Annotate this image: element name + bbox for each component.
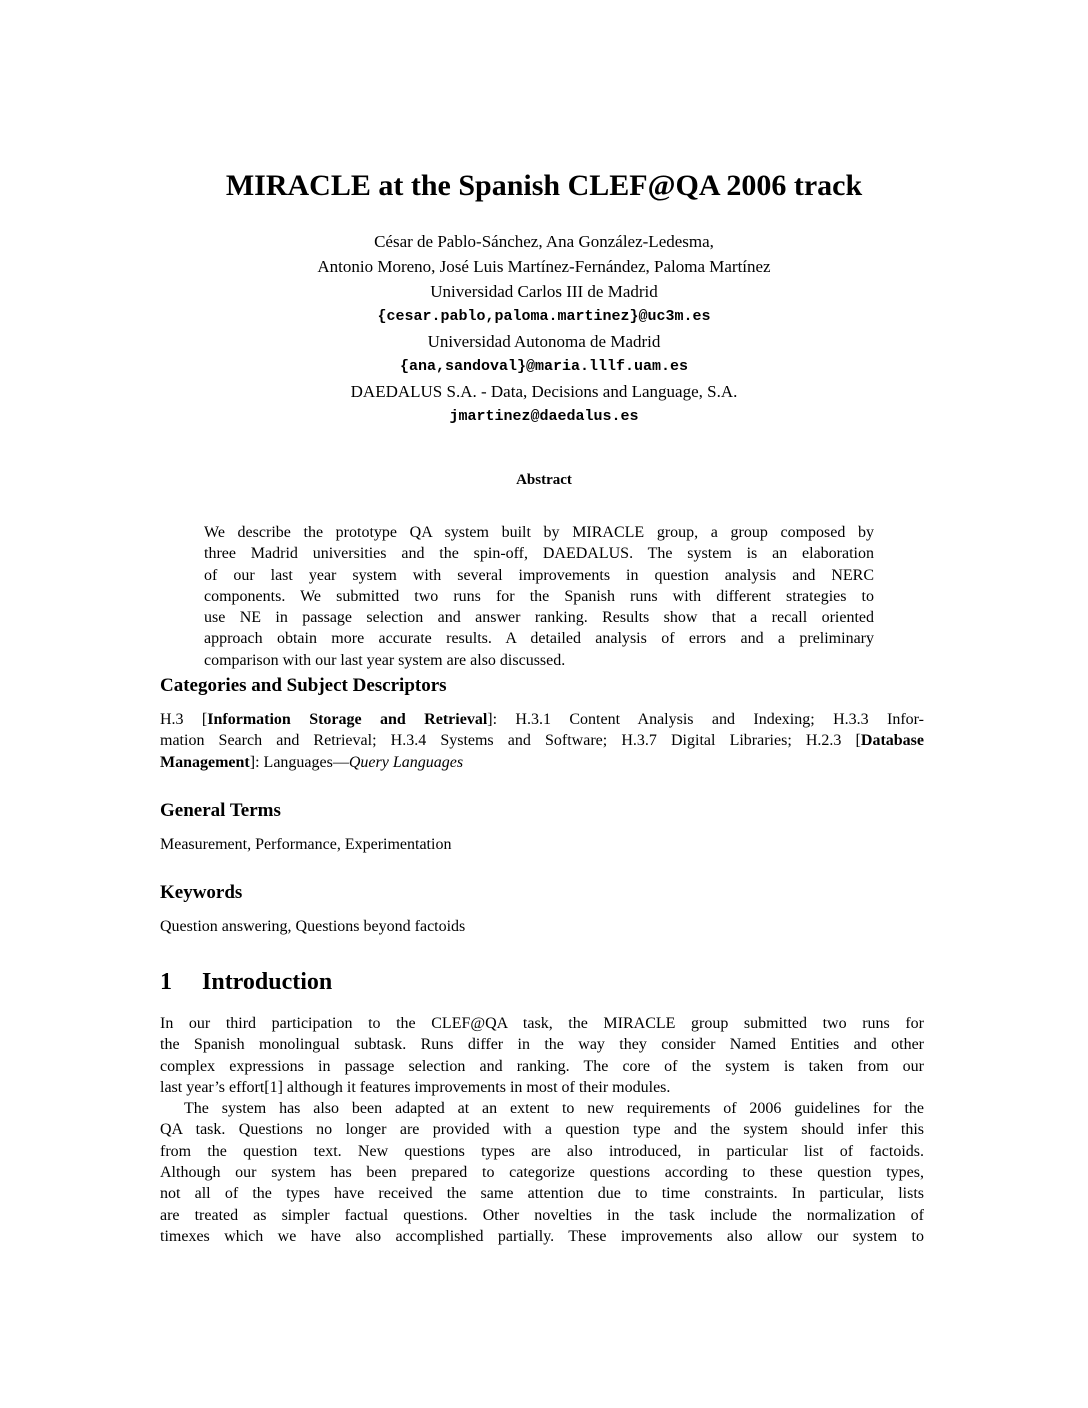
paragraph-line: the Spanish monolingual subtask. Runs differ in the way they consider Named Entities and other bbox=[160, 1036, 924, 1054]
section-heading-introduction bbox=[160, 966, 332, 998]
text-run: ]: H.3.1 Content Analysis and Indexing; H.3.3 Infor- bbox=[487, 711, 924, 728]
abstract-body bbox=[204, 522, 874, 671]
abstract-line: comparison with our last year system are also discussed. bbox=[204, 651, 566, 669]
text-run: mation Search and Retrieval; H.3.4 Systems and Software; H.3.7 Digital Libraries; H.2.3 [ bbox=[160, 732, 861, 750]
section-title: Introduction bbox=[202, 969, 333, 995]
bold-run: Database bbox=[860, 732, 924, 750]
keywords-text: Question answering, Questions beyond factoids bbox=[160, 918, 466, 935]
text-run: H.3 [ bbox=[160, 711, 208, 728]
paragraph-line: from the question text. New questions types are also introduced, in particular list of factoids. bbox=[160, 1142, 924, 1160]
abstract-line: of our last year system with several improvements in question analysis and NERC bbox=[204, 566, 874, 584]
paragraph-line: not all of the types have received the same attention due to time constraints. In particular, lists bbox=[160, 1185, 924, 1203]
general-terms-heading: General Terms bbox=[160, 800, 281, 821]
authors-line-1: César de Pablo-Sánchez, Ana González-Ledesma, bbox=[374, 232, 714, 251]
categories-line bbox=[160, 752, 924, 773]
paragraph-line: The system has also been adapted at an extent to new requirements of 2006 guidelines for the bbox=[184, 1100, 924, 1118]
italic-run: Query Languages bbox=[348, 753, 464, 771]
paragraph-line: QA task. Questions no longer are provided with a question type and the system should infer this bbox=[160, 1121, 924, 1139]
paper-title: MIRACLE at the Spanish CLEF@QA 2006 track bbox=[225, 169, 863, 202]
abstract-line: approach obtain more accurate results. A detailed analysis of errors and a preliminary bbox=[204, 630, 874, 648]
general-terms-text: Measurement, Performance, Experimentation bbox=[160, 836, 452, 853]
paragraph-line: complex expressions in passage selection and ranking. The core of the system is taken from our bbox=[160, 1057, 924, 1075]
paragraph-line: last year’s effort[1] although it features improvements in most of their modules. bbox=[160, 1078, 671, 1096]
categories-body bbox=[160, 709, 924, 773]
abstract-heading: Abstract bbox=[516, 472, 572, 488]
affiliation-name: Universidad Autonoma de Madrid bbox=[427, 332, 661, 351]
bold-run: Management bbox=[160, 753, 250, 771]
abstract-line: components. We submitted two runs for the Spanish runs with different strategies to bbox=[204, 587, 874, 605]
bold-run: Information Storage and Retrieval bbox=[207, 711, 488, 728]
categories-line bbox=[160, 730, 924, 751]
affiliation-name: DAEDALUS S.A. - Data, Decisions and Language, S.A. bbox=[350, 382, 738, 401]
paragraph-line: In our third participation to the CLEF@QA task, the MIRACLE group submitted two runs for bbox=[160, 1015, 924, 1032]
abstract-line: We describe the prototype QA system built by MIRACLE group, a group composed by bbox=[204, 524, 874, 541]
paragraph-line: timexes which we have also accomplished partially. These improvements also allow our system to bbox=[160, 1227, 924, 1245]
affiliation-email: jmartinez@daedalus.es bbox=[449, 408, 639, 425]
introduction-body bbox=[160, 1013, 924, 1247]
text-run: ]: Languages— bbox=[249, 753, 349, 771]
paragraph-line: Although our system has been prepared to categorize questions according to these question types, bbox=[160, 1164, 924, 1182]
authors-line-2: Antonio Moreno, José Luis Martínez-Fernández, Paloma Martínez bbox=[317, 257, 771, 276]
affiliation-email: {cesar.pablo,paloma.martinez}@uc3m.es bbox=[377, 308, 711, 325]
section-number: 1 bbox=[160, 969, 172, 995]
affiliation-name: Universidad Carlos III de Madrid bbox=[430, 282, 658, 301]
affiliation-email: {ana,sandoval}@maria.lllf.uam.es bbox=[399, 358, 689, 375]
abstract-line: use NE in passage selection and answer ranking. Results show that a recall oriented bbox=[204, 609, 874, 627]
paragraph-line: are treated as simpler factual questions. Other novelties in the task include the normalization of bbox=[160, 1206, 924, 1224]
keywords-heading: Keywords bbox=[160, 882, 243, 903]
categories-heading: Categories and Subject Descriptors bbox=[160, 675, 447, 696]
categories-line bbox=[160, 709, 924, 730]
abstract-line: three Madrid universities and the spin-off, DAEDALUS. The system is an elaboration bbox=[204, 545, 874, 563]
